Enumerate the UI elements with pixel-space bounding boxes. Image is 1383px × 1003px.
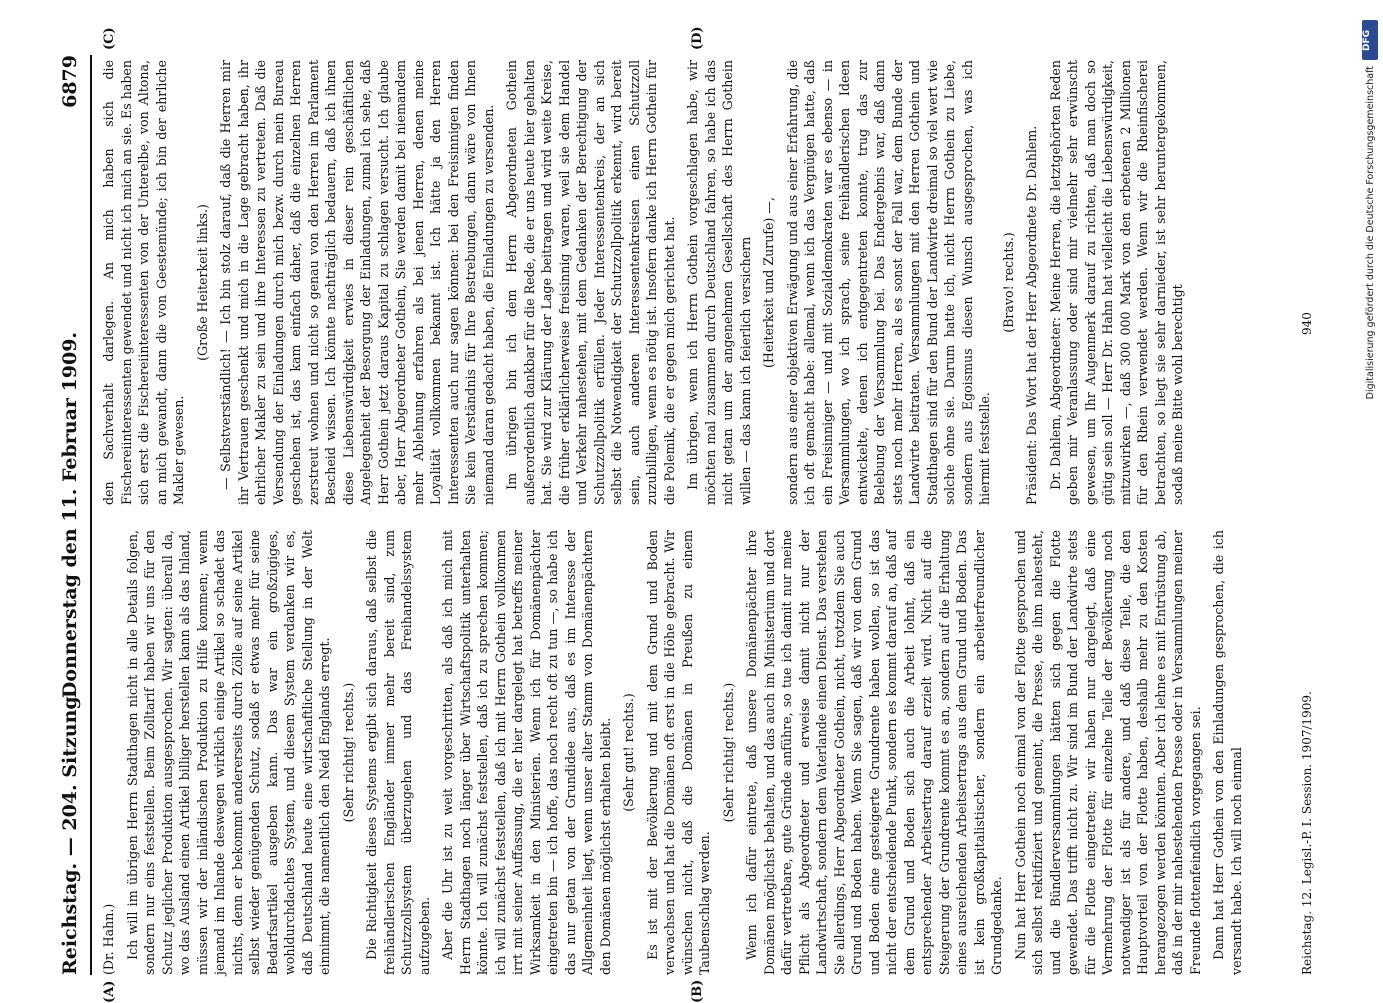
page-header — [50, 55, 90, 975]
scanned-page — [50, 26, 1365, 1003]
dfg-logo: DFG — [1362, 20, 1378, 60]
left-column-paragraph: Aber die Uhr ist zu weit vorgeschritten, als daß ich mich mit Herrn Stadthagen noch länger über Wirtschaftspolitik unterhalten könnte. Ich will zunächst feststellen, daß ich zu sprechen kommen; ich will zunächst feststellen, daß ich mit Herrn Gothein vollkommen irrt mit seiner Auffassung, die er hier dargelegt hat betreffs meiner Wirksamkeit in den Ministerien. Wenn ich für Domänenpächter eingetreten bin — ich hoffe, das noch recht oft zu tun —, so habe ich das nur getan von der Grundidee aus, daß es im Interesse der Allgemeinheit liegt, wenn unser alter Stamm von Domänenpächtern den Domänen möglichst erhalten bleibt. — [440, 530, 613, 975]
left-column — [100, 530, 1251, 975]
right-column-paragraph: — Selbstverständlich! — Ich bin stolz darauf, daß die Herren mir ihr Vertrauen geschenkt und mich in die Lage gebracht haben, ihr ehrlicher Makler zu sein und ihre Interessen zu vertreten. Daß die Versendung der Einladungen durch mich bezw. durch mein Bureau geschehen ist, das kam einfach daher, daß die einzelnen Herren zerstreut wohnen und nicht so genau von den Herren im Parlament Bescheid wissen. Ich könnte nachträglich bedauern, daß ich ihnen diese Liebenswürdigkeit erwies in dieser rein geschäftlichen Angelegenheit der Besorgung der Einladungen, zumal ich sehe, daß Herr Gothein jetzt daraus Kapital zu schlagen versucht. Ich glaube aber, Herr Abgeordneter Gothein, Sie werden damit bei niemandem mehr Ablehnung erfahren als bei jenen Herren, denen meine Loyalität vollkommen bekannt ist. Ich hätte ja den Herren Interessenten auch nur sagen können: bei den Freisinnigen finden Sie kein Verständnis für Ihre Bestrebungen, dann wäre von Ihnen niemand daran gedacht haben, die Einladungen zu versenden. — [218, 60, 496, 505]
margin-marker-c: (C) — [102, 27, 117, 50]
margin-marker-a: (A) — [102, 980, 117, 1003]
side-credit — [1360, 20, 1380, 980]
rotated-page-content — [50, 26, 1330, 1003]
right-column-paragraph: (Bravo! rechts.) — [1000, 232, 1016, 333]
left-column-paragraph: (Sehr richtig! rechts.) — [720, 682, 736, 823]
margin-marker-b: (B) — [690, 979, 705, 1003]
left-column-paragraph: (Dr. Hahn.) — [101, 903, 116, 975]
right-column-paragraph: den Sachverhalt darlegen. An mich haben sich die Fischereiinteressenten gewendet und nicht ich mich an sie. Es haben sich erst die Fischereiinteressenten von der Unterelbe, von Altona, an mich gewandt, dann die von Geestemünde; ich bin der ehrliche Makler gewesen. — [101, 60, 186, 505]
header-page-number: 6879 — [59, 55, 81, 108]
left-column-paragraph: Dann hat Herr Gothein von den Einladungen gesprochen, die ich versandt habe. Ich will noch einmal — [1211, 530, 1244, 975]
header-center: Donnerstag den 11. Februar 1909. — [59, 331, 81, 699]
right-column-paragraph: (Große Heiterkeit links.) — [194, 204, 210, 361]
footer-page-signature: 940 — [1300, 312, 1314, 335]
right-column-paragraph: Im übrigen, wenn ich Herrn Gothein vorgeschlagen habe, wir möchten mal zusammen durch Deutschland fahren, so habe ich das nicht getan um der angenehmen Gesellschaft des Herrn Gothein willen — das kann ich feierlich versichern — [685, 60, 753, 505]
right-column — [100, 60, 1193, 505]
right-column-paragraph: Dr. Dahlem, Abgeordneter: Meine Herren, die letztgehörten Reden geben mir Veranlassung oder sind mir vielmehr sehr erwünscht gewesen, um Ihr Augenmerk darauf zu richten, daß man doch so gütig sein soll — Herr Dr. Hahn hat vielleicht die Liebenswürdigkeit, mitzuwirken —, daß 300 000 Mark von den erbetenen 2 Millionen für den Rhein verwendet werden. Wenn wir die Rheinfischerei betrachten, so liegt sie sehr darnieder, ist sehr heruntergekommen, sodaß meine Bitte wohl berechtigt — [1047, 60, 1185, 505]
footer-left: Reichstag. 12. Legisl.-P. I. Session. 1907/1909. — [1300, 691, 1314, 975]
right-column-paragraph: Im übrigen bin ich dem Herrn Abgeordneten Gothein außerordentlich dankbar für die Rede, die er uns heute hier gehalten hat. Sie wird zur Klärung der Lage beitragen und wird weite Kreise, die früher erklärlicherweise freisinnig waren, weil sie dem Handel und Verkehr nahestehen, mit dem Gedanken der Berechtigung der Schutzzollpolitik erfüllen. Jeder Interessentenkreis, der an sich selbst die Notwendigkeit der Schutzzollpolitik erkennt, wird bereit sein, auch anderen Interessentenkreisen einen Schutzzoll zuzubilligen, wenn es nötig ist. Insofern danke ich Herrn Gothein für die Polemik, die er gegen mich gerichtet hat. — [504, 60, 677, 505]
right-column-paragraph: Präsident: Das Wort hat der Herr Abgeordnete Dr. Dahlem. — [1024, 125, 1039, 505]
right-column-paragraph: sondern aus einer objektiven Erwägung und aus einer Erfahrung, die ich oft gemacht habe: allemal, wenn ich das Vergnügen hatte, daß ein Freisinniger — und mit Sozialdemokraten war es ebenso — in Versammlungen, wo ich sprach, seine freihändlerischen Ideen entwickelte, denen ich entgegentreten konnte, trug das zur Belebung der Versammlung bei. Das Endergebnis war, daß dann stets noch mehr Herren, als es sonst der Fall war, dem Bunde der Landwirte beitraten. Versammlungen mit den Herren Gothein und Stadthagen sind für den Bund der Landwirte dreimal so viel wert wie solche ohne sie. Darum hatte ich, nicht Herrn Gothein zu Liebe, sondern aus Egoismus diesen Wunsch ausgesprochen, was ich hiermit feststelle. — [784, 60, 992, 505]
header-left: Reichstag. — 204. Sitzung. — [59, 689, 81, 975]
left-column-paragraph: Die Richtigkeit dieses Systems ergibt sich daraus, daß selbst die freihändlerischen Engländer immer mehr bereit sind, zum Schutzzollsystem überzugehen und das Freihandelssystem aufzugeben. — [364, 530, 432, 975]
left-column-paragraph: Ich will im übrigen Herrn Stadthagen nicht in alle Details folgen, sondern nur eins feststellen. Beim Zolltarif haben wir uns für den Schutz jeglicher Produktion ausgesprochen. Wir sagten: überall da, wo das Ausland einen Artikel billiger herstellen kann als das Inland, müssen wir der inländischen Produktion zu Hilfe kommen; wenn jemand im Inlande deswegen wirklich einige Artikel so schadet das nichts, denn er bekommt andererseits durch Zölle auf seine Artikel selbst wieder genügenden Schutz, sodaß er etwas mehr für seine Bedarfsartikel ausgeben kann. Das war ein großzügiges, wohldurchdachtes System, und diesem System verdanken wir es, daß Deutschland heute eine wirtschaftliche Stellung in der Welt einnimmt, die namentlich den Neid Englands erregt. — [124, 530, 332, 975]
left-column-paragraph: (Sehr gut! rechts.) — [621, 693, 636, 812]
credit-text: Digitalisierung gefördert durch die Deutsche Forschungsgemeinschaft — [1364, 66, 1376, 400]
right-column-paragraph: (Heiterkeit und Zurufe) —, — [761, 197, 776, 368]
left-column-paragraph: Es ist mit der Bevölkerung und mit dem Grund und Boden verwachsen und hat die Domänen oft erst in die Höhe gebracht. Wir wünschen nicht, daß die Domänen in Preußen zu einem Taubenschlag werden. — [644, 530, 712, 975]
header-rule — [90, 55, 92, 975]
left-column-paragraph: Nun hat Herr Gothein noch einmal von der Flotte gesprochen und sich selbst rektifiziert und gemeint, die Presse, die ihm nahesteht, und die Bündlerversammlungen hätten sich gegen die Flotte gewendet. Das trifft nicht zu. Wir sind im Bund der Landwirte stets für die Flotte eingetreten; wir haben nur dargelegt, daß eine Vermehrung der Flotte für einzelne Teile der Bevölkerung noch notwendiger ist als für andere, und daß diese Teile, die den Hauptvorteil von der Flotte haben, deshalb mehr zu den Kosten herangezogen werden könnten. Aber ich lehne es mit Entrüstung ab, daß in der mir nahestehenden Presse oder in Versammlungen meiner Freunde flottenfeindlich vorgegangen sei. — [1012, 530, 1203, 975]
left-column-paragraph: (Sehr richtig! rechts.) — [340, 682, 356, 823]
margin-marker-d: (D) — [690, 26, 705, 50]
left-column-paragraph: Wenn ich dafür eintrete, daß unsere Domänenpächter ihre Domänen möglichst behalten, und das auch im Ministerium und dort dafür vertretbare, gute Gründe anführe, so tue ich damit nur meine Pflicht als Abgeordneter und erweise damit nicht nur der Landwirtschaft, sondern dem Vaterlande einen Dienst. Das verstehen Sie allerdings, Herr Abgeordneter Gothein, nicht, trotzdem Sie auch Grund und Boden haben. Wenn Sie sagen, daß wir von dem Grund und Boden eine gesteigerte Grundrente haben wollen, so ist das nicht der entscheidende Punkt, sondern es kommt darauf an, daß auf dem Grund und Boden sich auch die Arbeit lohnt, daß ein entsprechender Arbeitsertrag darauf erzielt wird. Nicht auf die Steigerung der Grundrente kommt es an, sondern auf die Erhaltung eines ausreichenden Arbeitsertrags aus dem Grund und Boden. Das ist kein großkapitalistischer, sondern ein arbeiterfreundlicher Grundgedanke. — [744, 530, 1004, 975]
